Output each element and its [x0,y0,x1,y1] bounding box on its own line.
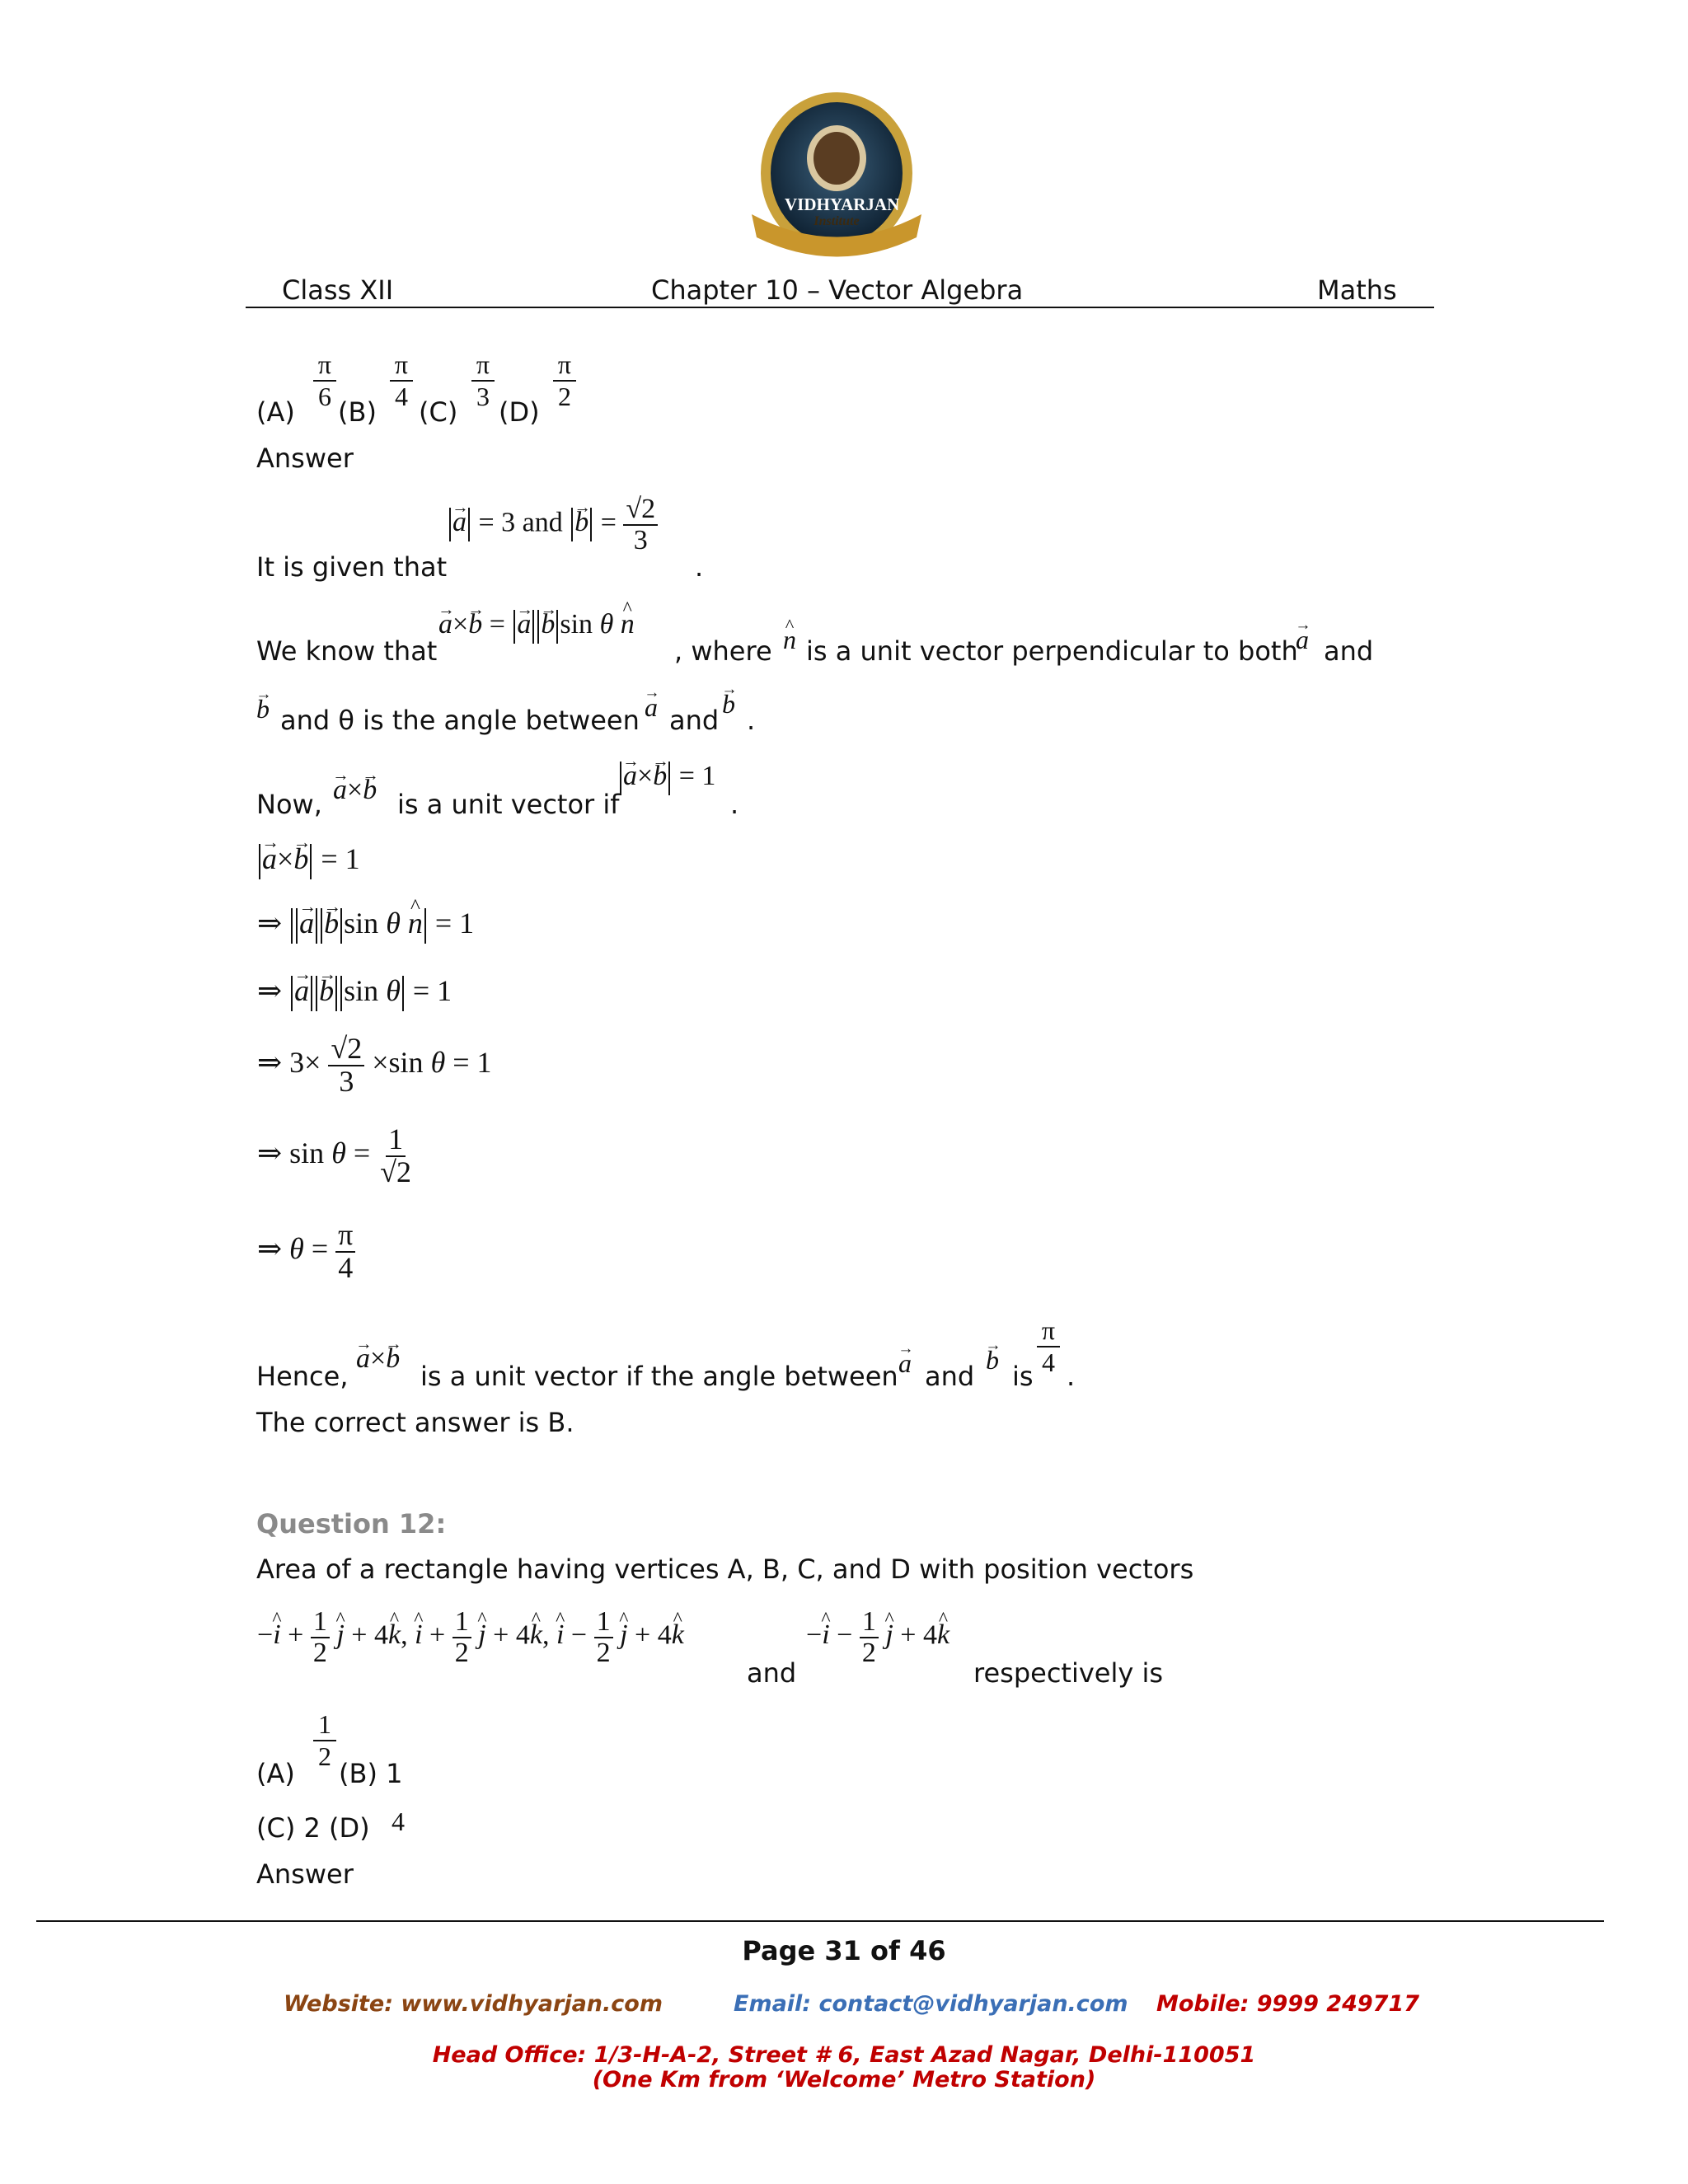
q12-option-b: (B) 1 [339,1758,403,1789]
q12-respectively: respectively is [973,1657,1164,1689]
given-period: . [695,551,704,583]
q12-and: and [747,1657,797,1689]
hence-period: . [1067,1361,1076,1392]
footer-website[interactable]: Website: www.vidhyarjan.com [284,1991,663,2017]
hence-angle-value: $\frac{\pi}{4}$ [1037,1315,1060,1378]
q11-option-a-value: $\frac{\pi}{6}$ [313,349,336,412]
q11-option-d-label: (D) [499,396,540,428]
derivation-step-2: ⇒ → a→ b sin θ ^ n = 1 [257,908,474,944]
vec-b-symbol: → b [256,696,270,722]
q11-option-c-value: $\frac{\pi}{3}$ [471,349,495,412]
logo-subtext: Institute [814,214,860,228]
q12-option-d-value: 4 [392,1807,405,1836]
now-middle: is a unit vector if [397,789,620,820]
vec-b-symbol-2: → b [722,691,735,717]
logo-text: VIDHYARJAN [785,194,900,214]
n-hat-symbol: ^ n [783,626,796,653]
question-12-title: Question 12: [256,1508,447,1540]
hence-prefix: Hence, [256,1361,349,1392]
footer-office: Head Office: 1/3-H-A-2, Street # 6, East Azad Nagar, Delhi-110051 [432,2042,1256,2068]
q11-option-c-label: (C) [419,396,458,428]
we-know-unit-text: is a unit vector perpendicular to both [806,635,1298,667]
question-12-text: Area of a rectangle having vertices A, B, C, and D with position vectors [256,1554,1194,1585]
now-prefix: Now, [256,789,322,820]
derivation-step-4: ⇒ 3× $\frac{√2}{3}$ ×sin θ = 1 [257,1032,492,1098]
q12-option-a-value: $\frac{1}{2}$ [313,1709,336,1772]
hence-and: and [925,1361,975,1392]
derivation-step-3: ⇒ → a→ b sin θ = 1 [257,976,452,1011]
subject-label: Maths [1317,274,1397,306]
now-cross-product: → a×→ b [333,776,377,804]
class-label: Class XII [282,274,394,306]
vec-a-symbol-2: → a [645,694,658,720]
derivation-step-6: ⇒ θ = $\frac{\pi}{4}$ [257,1220,355,1284]
hence-vec-a: → a [898,1350,912,1376]
we-know-period: . [747,705,756,736]
hence-cross-product: → a×→ b [356,1345,400,1373]
hence-middle: is a unit vector if the angle between [420,1361,898,1392]
correct-answer: The correct answer is B. [256,1407,574,1438]
given-equation: → a = 3 and → b = $\frac{√2}{3}$ [448,494,658,555]
we-know-and: and [1324,635,1374,667]
given-text: It is given that [256,551,448,583]
position-vectors: −^ i + $\frac{1}{2}$ ^ j + 4^ k, ^ i + $\frac{1}{2}$ ^ j + 4^ k, ^ i − $\frac{1}{2}$ ^ j + 4^ k [257,1607,684,1667]
position-vector-d: −^ i − $\frac{1}{2}$ ^ j + 4^ k [806,1607,950,1667]
we-know-prefix: We know that [256,635,438,667]
page-number: Page 31 of 46 [742,1935,946,1966]
footer-mobile: Mobile: 9999 249717 [1156,1991,1420,2017]
institute-logo [734,91,940,272]
footer-email[interactable]: Email: contact@vidhyarjan.com [734,1991,1128,2017]
we-know-theta-text: and θ is the angle between [280,705,640,736]
answer-label-2: Answer [256,1858,354,1890]
logo-emblem [734,91,940,272]
derivation-step-1: → a×→ b = 1 [257,844,360,879]
q11-option-b-label: (B) [338,396,377,428]
chapter-title: Chapter 10 – Vector Algebra [651,274,1024,306]
q12-option-a: (A) [256,1758,295,1789]
derivation-step-5: ⇒ sin θ = $\frac{1}{√2}$ [257,1122,411,1188]
now-period: . [730,789,739,820]
header-rule [246,307,1434,308]
hence-vec-b: → b [986,1347,999,1373]
footer-rule [36,1920,1604,1922]
q11-option-a-label: (A) [256,396,295,428]
q11-option-b-value: $\frac{\pi}{4}$ [390,349,413,412]
footer-metro: (One Km from ‘Welcome’ Metro Station) [592,2067,1096,2093]
q11-option-d-value: $\frac{\pi}{2}$ [553,349,576,412]
we-know-and-2: and [669,705,720,736]
cross-product-formula: → a×→ b = → a→ b sin θ ^ n [438,610,635,644]
q12-option-c: (C) 2 (D) [256,1812,370,1844]
we-know-where: , where [674,635,772,667]
hence-is: is [1012,1361,1034,1392]
now-condition: → a×→ b = 1 [618,762,715,795]
vec-a-symbol: → a [1296,626,1309,653]
answer-label: Answer [256,443,354,474]
